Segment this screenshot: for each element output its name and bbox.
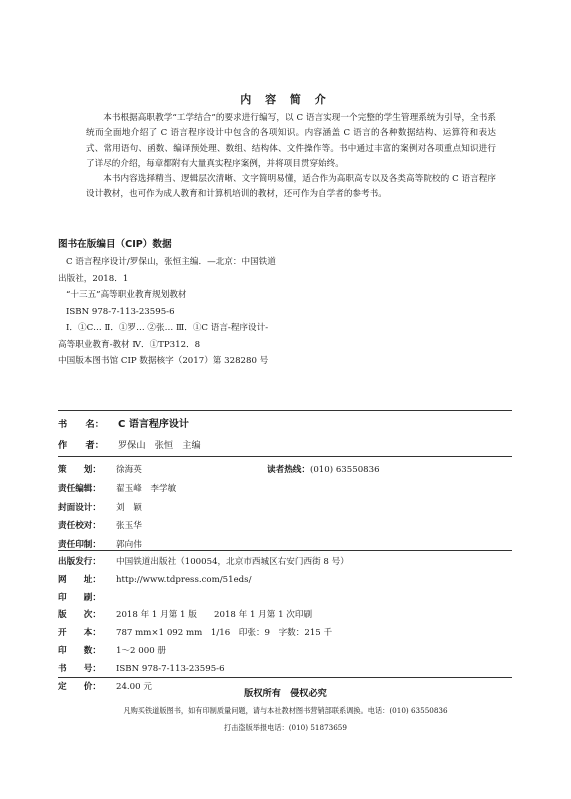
book-author-label: 作 者： [58, 440, 104, 451]
pub-row [58, 661, 349, 679]
divider [58, 410, 512, 411]
pub-label: 开 本： [58, 628, 101, 639]
pub-row [58, 590, 349, 608]
staff-row [58, 480, 176, 499]
pub-value: ISBN 978-7-113-23595-6 [116, 663, 225, 674]
rights-title: 版权所有 侵权必究 [244, 688, 327, 699]
pub-label: 书 号： [58, 663, 101, 674]
staff-row [58, 536, 176, 555]
pub-label: 网 址： [58, 574, 101, 585]
book-title-value: C 语言程序设计 [118, 419, 189, 430]
summary-title: 内 容 简 介 [240, 93, 331, 106]
notice-line: 打击盗版举报电话：(010) 51873659 [224, 723, 347, 732]
book-author-row [58, 435, 201, 456]
book-info [58, 414, 201, 456]
cip-line: 出版社，2018．1 [58, 273, 129, 284]
pub-label: 印 数： [58, 645, 101, 656]
summary-paragraph: 本书内容选择精当、逻辑层次清晰、文字简明易懂，适合作为高职高专以及各类高等院校的 C 语言程序设计教材，也可作为成人教育和计算机培训的教材，还可作为自学者的参考书。 [86, 174, 496, 200]
staff-label: 责任校对： [58, 521, 101, 532]
staff-value: 徐海英 [116, 465, 142, 475]
cip-line: 中国版本图书馆 CIP 数据核字（2017）第 328280 号 [58, 356, 269, 366]
summary-text [86, 111, 496, 203]
pub-label: 出版发行： [58, 557, 101, 567]
staff-label: 责任印制： [58, 540, 101, 551]
pub-value: 中国铁道出版社（100054，北京市西城区右安门西街 8 号） [116, 557, 349, 567]
staff-row [58, 499, 176, 518]
reader-hotline [267, 461, 380, 480]
staff-row [58, 461, 176, 480]
hotline-value: (010) 63550836 [309, 465, 380, 475]
staff-row [58, 517, 176, 536]
pub-row [58, 643, 349, 661]
cip-block [58, 254, 276, 370]
notice-line: 凡购买铁道版图书，如有印制质量问题，请与本社教材图书营销部联系调换。电话：(010) 63550836 [123, 706, 448, 715]
pub-label: 定 价： [58, 681, 101, 692]
pub-row [58, 607, 349, 625]
divider [58, 456, 512, 457]
pub-label: 印 刷： [58, 592, 101, 603]
hotline-label: 读者热线： [267, 465, 310, 475]
pub-value: 24.00 元 [116, 681, 152, 692]
divider [58, 550, 512, 551]
divider [58, 677, 512, 678]
staff-value: 刘 颖 [116, 502, 142, 513]
staff-value: 翟玉峰 李学敏 [116, 483, 177, 494]
pub-value: 2018 年 1 月第 1 版 2018 年 1 月第 1 次印刷 [116, 610, 313, 621]
pub-value: http://www.tdpress.com/51eds/ [116, 574, 252, 585]
staff-label: 策 划： [58, 465, 101, 475]
cip-line: ISBN 978-7-113-23595-6 [66, 306, 175, 317]
cip-line: C 语言程序设计/罗保山，张恒主编．—北京：中国铁道 [66, 257, 276, 267]
pub-row [58, 554, 349, 572]
cip-line: 高等职业教育-教材 Ⅳ．①TP312．8 [58, 339, 201, 350]
pub-value: 787 mm×1 092 mm 1/16 印张：9 字数：215 千 [116, 628, 333, 639]
book-author-value: 罗保山 张恒 主编 [118, 440, 201, 451]
summary-paragraph: 本书根据高职教学“工学结合”的要求进行编写，以 C 语言实现一个完整的学生管理系统为引导，全书系统而全面地介绍了 C 语言程序设计中包含的各项知识。内容涵盖 C 语言的各种数据结构、运算符和表达式、常用语句、函数、编译预处理、数组、结构体、文件操作等。书中通过丰富的案例对各项重点知识进行了详尽的介绍，每章都附有大量真实程序案例，并将项目贯穿始终。 [86, 113, 496, 169]
staff-list [58, 461, 176, 555]
cip-line: Ⅰ．①C… Ⅱ．①罗… ②张… Ⅲ．①C 语言-程序设计- [66, 323, 269, 333]
rights-notice [0, 702, 571, 736]
pub-row [58, 572, 349, 590]
book-title-row [58, 414, 201, 435]
cip-title: 图书在版编目（CIP）数据 [58, 239, 172, 250]
staff-value: 郭向伟 [116, 540, 142, 551]
pub-value: 1～2 000 册 [116, 645, 166, 656]
publication-info [58, 554, 349, 696]
pub-row [58, 625, 349, 643]
staff-label: 责任编辑： [58, 483, 101, 494]
staff-label: 封面设计： [58, 502, 101, 513]
pub-label: 版 次： [58, 610, 101, 621]
cip-line: “十三五”高等职业教育规划教材 [66, 290, 187, 300]
staff-value: 张玉华 [116, 521, 142, 532]
book-title-label: 书 名： [58, 419, 104, 430]
